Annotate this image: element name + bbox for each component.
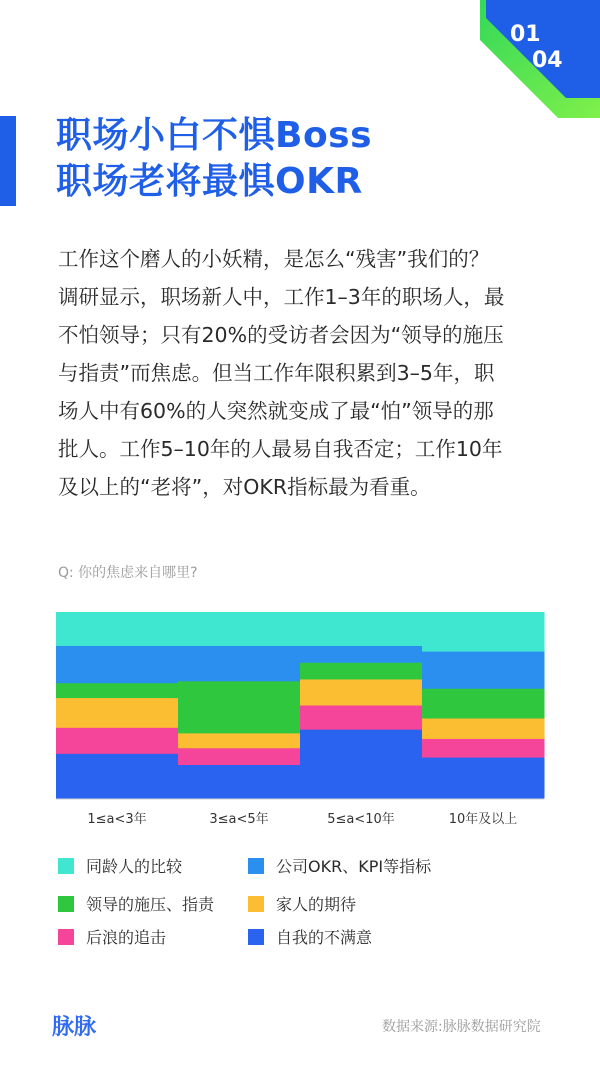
body-line: 调研显示，职场新人中，工作1–3年的职场人，最 bbox=[58, 285, 505, 309]
page-title-line-1: 职场小白不惧Boss bbox=[56, 115, 373, 156]
legend-label: 自我的不满意 bbox=[276, 928, 373, 947]
bar-segment bbox=[300, 612, 423, 646]
bar-segment bbox=[422, 612, 545, 652]
x-tick-label: 3≤a<5年 bbox=[209, 812, 269, 827]
legend-swatch bbox=[58, 858, 74, 874]
bar-segment bbox=[422, 757, 545, 798]
bar-segment bbox=[178, 733, 301, 748]
bar-segment bbox=[178, 765, 301, 799]
page-total: 04 bbox=[532, 48, 563, 73]
chart-question: Q: 你的焦虑来自哪里? bbox=[58, 565, 198, 581]
legend-label: 家人的期待 bbox=[276, 895, 357, 914]
page-current: 01 bbox=[510, 22, 541, 47]
bar-segment bbox=[56, 698, 179, 728]
bar-segment bbox=[300, 705, 423, 730]
legend-swatch bbox=[58, 929, 74, 945]
legend-item bbox=[58, 892, 214, 915]
legend-swatch bbox=[248, 896, 264, 912]
legend-label: 领导的施压、指责 bbox=[86, 895, 215, 914]
body-line: 工作这个磨人的小妖精，是怎么“残害”我们的？ bbox=[58, 247, 490, 271]
bar-segment bbox=[422, 738, 545, 757]
page-title-line-2: 职场老将最惧OKR bbox=[56, 161, 363, 202]
legend-item bbox=[248, 892, 356, 915]
bar-segment bbox=[300, 662, 423, 679]
bar-segment bbox=[300, 679, 423, 706]
legend-item bbox=[58, 854, 182, 877]
legend-swatch bbox=[58, 896, 74, 912]
bar-segment bbox=[422, 688, 545, 718]
bar-segment bbox=[178, 681, 301, 734]
bar-segment bbox=[300, 729, 423, 798]
legend-label: 同龄人的比较 bbox=[86, 857, 183, 876]
bar-segment bbox=[422, 651, 545, 689]
body-line: 不怕领导；只有20%的受访者会因为“领导的施压 bbox=[58, 323, 504, 347]
bar-segment bbox=[300, 645, 423, 662]
body-line: 批人。工作5–10年的人最易自我否定；工作10年 bbox=[58, 437, 503, 461]
bar-segment bbox=[178, 645, 301, 681]
bar-segment bbox=[178, 748, 301, 765]
bar-segment bbox=[56, 645, 179, 683]
x-tick-label: 1≤a<3年 bbox=[87, 812, 147, 827]
body-line: 场人中有60%的人突然就变成了最“怕”领导的那 bbox=[58, 399, 494, 423]
legend-item bbox=[58, 925, 166, 948]
bar-segment bbox=[56, 753, 179, 798]
bar-segment bbox=[178, 612, 301, 646]
legend-item bbox=[248, 925, 372, 948]
legend-label: 后浪的追击 bbox=[86, 928, 167, 947]
legend-swatch bbox=[248, 929, 264, 945]
bar-segment bbox=[56, 683, 179, 698]
legend-item bbox=[248, 854, 431, 877]
data-source: 数据来源:脉脉数据研究院 bbox=[382, 1019, 541, 1035]
bar-segment bbox=[56, 727, 179, 754]
body-line: 与指责”而焦虑。但当工作年限积累到3–5年，职 bbox=[58, 361, 495, 385]
bar-segment bbox=[422, 718, 545, 739]
maimai-logo: 脉脉 bbox=[52, 1015, 97, 1040]
x-tick-label: 10年及以上 bbox=[448, 812, 518, 827]
x-tick-label: 5≤a<10年 bbox=[327, 812, 395, 827]
bar-segment bbox=[56, 612, 179, 646]
legend-label: 公司OKR、KPI等指标 bbox=[276, 857, 432, 876]
legend-swatch bbox=[248, 858, 264, 874]
body-line: 及以上的“老将”，对OKR指标最为看重。 bbox=[58, 475, 431, 499]
